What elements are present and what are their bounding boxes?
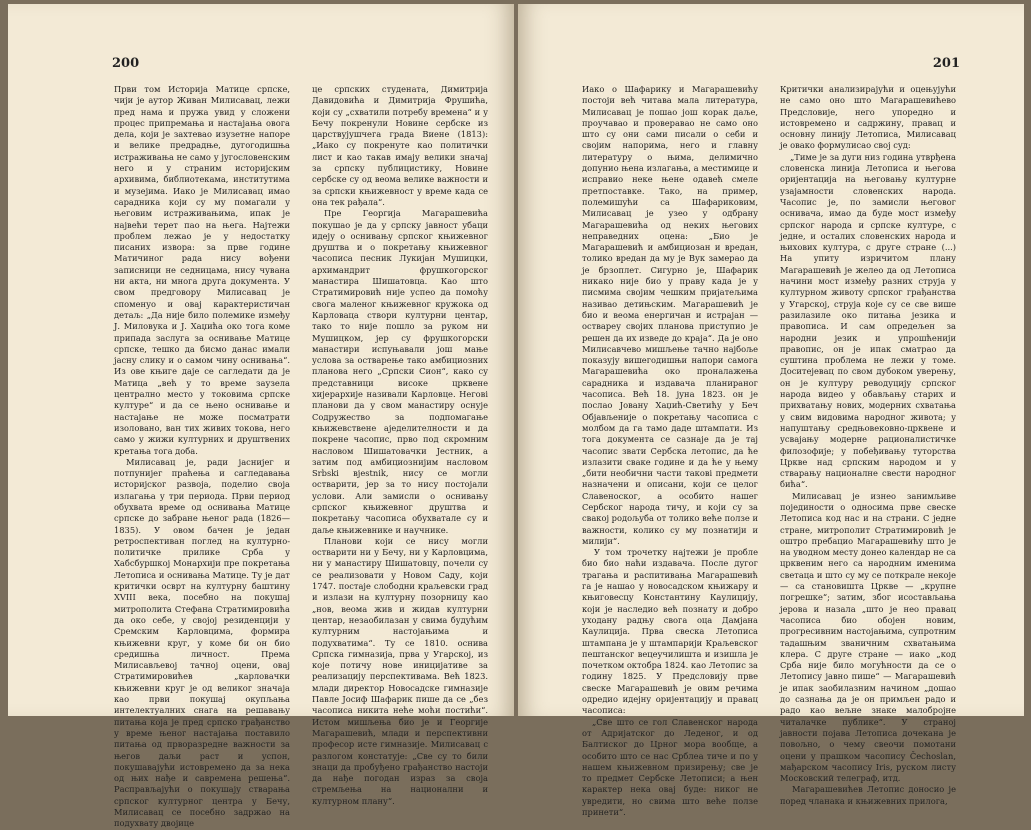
- paragraph: Иако о Шафарику и Магарашевићу постоји већ читава мала литература, Милисавац је пошао још корак даље, проучавао и проверавао не само оно што су они сами писали о себи и својим напорима, него и главну литературу о њима, делимично допунио њена излагања, а местимице и исправио неке њене одавећ смеле претпоставке. Тако, на пример, полемишући са Шафариковим, Милисавац је узео у одбрану Магарашевића од неких његових неправедних оцена: „Био је Магарашевић и амбициозан и вредан, толико вредан да му је Вук замерао да је брзоплет. Сигурно је, Шафарик никако није био у праву када је у писмима својим чешким пријатељима називао детињским. Магарашевић је био и веома енергичан и истрајан — оствареу својих планова приступио је решен да их изведе до краја“. Да је оно Милисавчево мишљење тачно најбоље показују вишегодишњи напори самога Магарашевића око проналажења сарадника и издавача планираног часописа. Већ 18. јуна 1823. он је послао Јовану Хаџић-Светићу у Беч Објављеније о покретању часописа с молбом да га тамо даде штампати. Из тога документа се сазнаје да је тај часопис звати Сербска летопис, да ће излазити сваке године и да ће у њему „бити необични части таковi предмети назначени и описани, који се целог Славеноског, а особито нашег Сербског народа тичу, и који су за свакој родољуба от толико веће ползе и важности, колико су му познатији и милији“.: [582, 84, 758, 546]
- page-number: 201: [932, 56, 960, 71]
- paragraph: Први том Историја Матице српске, чији је аутор Живан Милисавац, лежи пред нама и пружа увид у сложени процес припремања и настајања овога дела, који је захтевао изузетне напоре и велике предрадње, дугогодишња истраживања не само у југословенским него и у страним историјским архивима, библиотекама, институтима и музејима. Иако је Милисавац имао сарадника који су му помагали у његовим истраживањима, ипак је највећи терет пао на њега. Најтежи проблем лежао је у недостатку писаних извора: за прве године Матичиног рада нису вођени записници не седницама, нису чувана ни акта, ни многа друга документа. У свом предговору Милисавац је споменуо и овај карактеристичан детаљ: „Да није било полемике између Ј. Миловука и Ј. Хаџића око тога коме припада заслуга за оснивање Матице српске, тешко да бисмо данас имали јасну слику и о самом чину оснивања“. Из ове књиге даје се сагледати да је Матица „већ у то време заузела централно место у токовима српске културе“ и да се њено оснивање и настајање не може посматрати изоловано, ван тих живих токова, него само у жижи културних и друштвених кретања тога доба.: [114, 84, 290, 456]
- paragraph: це српских студената, Димитрија Давидовића и Димитрија Фрушића, који су „схватили потребу времена“ и у Бечу покренули Новине сербске из царствујушчега града Виене (1813): „Иако су покренуте као политички лист и као такав имају велики значај за српску публицистику, Новине сербске су од веома велике важности и за српски књижевност у време када се она тек рађала“.: [312, 84, 488, 207]
- paragraph: Магарашевићев Летопис доносио је поред чланака и књижевних прилога,: [780, 784, 956, 806]
- block-quote: „Тиме је за дуги низ година утврђена словенска линија Летописа и његова оријентација на његовању културне узајамности словенских народа. Часопис је, по замисли његовог оснивача, имао да буде мост између српског народа и српске културе, с једне, и осталих словенских народа и њихових култура, с друге стране (...) На упиту изричитом плану Магарашевић је желео да од Летописа начини мост између разних струја у културном животу српског грађанства у Угарској, струја које су се све више разилазиле око питања језика и правописа. И сам опредељен за народни језик и упрошћенији правопис, он је ипак сматрао да суштина проблема не лежи у томе. Доситејевац по свом дубоком уверењу, он је културу реводуцију српског народа видео у обављању старих и прихватању нових, модерних схватања у свим видовима народног живота; у напуштању средњовековно-црквене и усвајању модерне рационалистичке филозофије; у побеђивању туторства Цркве над српским народом и у стварању националне свести народног бића“.: [780, 151, 956, 490]
- text-column-2: [780, 84, 956, 807]
- text-column-1: [582, 84, 758, 818]
- paragraph: Критички анализирајући и оцењујући не само оно што Магарашевићево Предсловије, него упоредно и истовремено и садржину, правац и основну линију Летописа, Милисавац је овако формулисао свој суд:: [780, 84, 956, 151]
- paragraph: Милисавац је изнео занимљиве појединости о односима прве свеске Летописа код нас и на страни. С једне стране, митрополит Стратимировић је оштро пребацио Магарашевићу што је на уводном месту донео календар не са црквеним него са народним именима светаца и што су му се поткрале некоје — са становишта Цркве — „крупне погрешке“; затим, због исостављања јерова и назала „што је нео правац часописа био обојен новим, прогресивним настојањима, супротним тадашњим званичним схватањима клера. С друге стране — иако „код Срба није било могућности да се о Летопису јавно пише“ — Магарашевић је ипак заобилазним начином „дошао до сазнања да је он примљен радо и радо као вељне знаке малобројне читалачке публике“. У страној јавности појава Летописа дочекана је повољно, о чему свеочи помотани оцени у прашком часопису Čechoslan, мађарском часопису Iris, руском листу Московский телеграф, итд.: [780, 490, 956, 784]
- paragraph: У том трочетку најтежи је пробле био био наћи издавача. После дугог трагања и распитивања Магарашевић га је нашао у новосадском књижару и књиговесцу Константину Каулицију, који је наследио већ познату и добро уходану радњу свога оца Дамјана Каулиција. Прва свеска Летописа штампана је у штампарији Краљевског пештанског вецеучилишта и изишла је почетком октобра 1824. као Летопис за годину 1825. У Предсловију прве свеске Магарашевић је овим речима одредио идејну оријентацију и правац часописа:: [582, 547, 758, 716]
- left-page: [8, 4, 514, 829]
- right-page: [518, 4, 1024, 817]
- paragraph: Планови који се нису могли остварити ни у Бечу, ни у Карловцима, ни у манастиру Шишатовцу, почели су се реализовати у Новом Саду, који 1747. постаје слободни краљевски град и излази на културну позорницу као „нов, веома жив и жидав културни центар, незаобилазан у свима будућим културним настојањима и подухватима“. Ту се 1810. оснива Српска гимназија, прва у Угарској, из које потичу нове иницијативе за реализацију перспективама. Већ 1823. млади директор Новосадске гимназије Павле Јосиф Шафарик пише да се „без часописа никита неће моћи постићи“. Истом мишљења био је и Георгије Магарашевић, млади и перспективни професор исте гимназије. Милисавац с разлогом констатује: „Све су то били знаци да пробуђено грађанство настоји да нађе погодан израз за своја стремљења на национални и културном плану“.: [312, 535, 488, 806]
- paragraph: Пре Георгија Магарашевића покушао је да у српску јавност убаци идеју о оснивању српског књижевног друштва и о покретању књижевног часописа песник Лукијан Мушицки, архимандрит фрушкогорског манастира Шишатовца. Као што Стратимировић није успео да помоћу свога маленог књижевног кружока од Карловаца створи културни центар, тако то није пошло за руком ни Мушицком, јер су фрушкогорски манастири испуњавали још мање услова за остварење тако амбициозних планова него „Српски Сион“, како су представници високе црквене хијерархије називали Карловце. Неговi планови да у свом манастиру оснује Содружество за подпомагање књижевствене аједелителности и да покрене часопис, прво под скромним насловом Шишатовачки Јестник, а затим под амбициознијим насловом Srbski вjestnik, нису се могли остварити, јер за то нису постојали услови. Али замисли о оснивању српског књижевног друштва и покретању часописа обухватале су и даље књижевнике и научнике.: [312, 208, 488, 535]
- paragraph: Милисавац је, ради јаснијег и потпунијег праћења и сагледавања историјског развоја, поделио своја излагања у три периода. Први период обухвата време од оснивања Матице српске до забране њеног рада (1826—1835). У овом бачен је један ретроспективан поглед на културно-политичке прилике Срба у Хабсбуршкој Монархији пре покретања Летописа и оснивања Матице. Ту је дат критички осврт на културну баштину XVIII века, посебно на покушај митрополита Стефана Стратимировића да око себе, у својој резиденцији у Сремским Карловцима, формира књижевни круг, у коме би он био средишња личност. Према Милисављевој тачној оцени, овај Стратимировићев „карловачки књижевни круг је од великог значаја као први покушај окупљања интелектуалних снага на решавању питања која је пред српско грађанство у време њеног настајања поставило питања од прворазредне важности за његов даљи раст и успон, покушавајући истовремено да за нека од њих нађе и савремена решења“. Расправљајући о покушају стварања српског културног центра у Бечу, Милисавац се посебно задржао на подухвату двојице: [114, 456, 290, 829]
- page-number: 200: [112, 56, 140, 71]
- text-column-2: [312, 84, 488, 807]
- block-quote: „Све што се гол Славенског народа от Адријатског до Леденог, и од Балтиског до Црног мора вообще, а особито што се нас Срблеа тиче и по у нашем књижевном призирењу; све је то предмет Сербске Летописи; а њен карактер нека овај буде: никог не увредити, но свима што веће ползе принети“.: [582, 716, 758, 817]
- text-column-1: [114, 84, 290, 830]
